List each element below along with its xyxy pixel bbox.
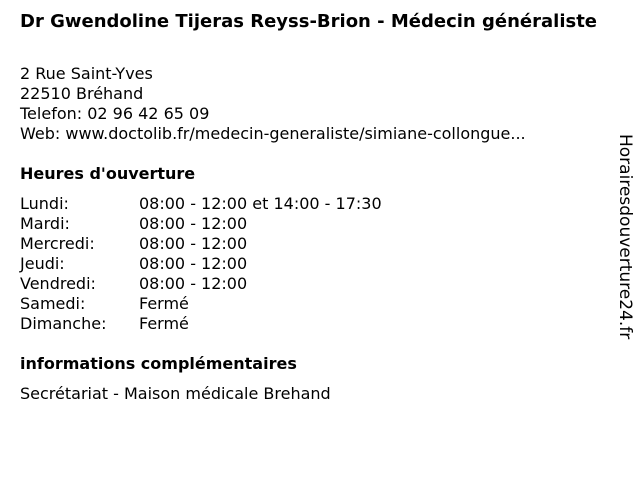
hours-time: 08:00 - 12:00 et 14:00 - 17:30: [139, 194, 382, 213]
hours-time: Fermé: [139, 314, 189, 333]
hours-day: Jeudi:: [20, 254, 65, 273]
hours-day: Mercredi:: [20, 234, 95, 253]
address-city: 22510 Bréhand: [20, 84, 144, 103]
address-street: 2 Rue Saint-Yves: [20, 64, 153, 83]
hours-day: Samedi:: [20, 294, 86, 313]
additional-info-text: Secrétariat - Maison médicale Brehand: [20, 384, 331, 403]
hours-time: 08:00 - 12:00: [139, 274, 248, 293]
phone-number[interactable]: Telefon: 02 96 42 65 09: [20, 104, 210, 123]
site-brand-watermark: Horairesdouverture24.fr: [615, 134, 635, 340]
additional-info-heading: informations complémentaires: [20, 354, 297, 373]
hours-time: 08:00 - 12:00: [139, 254, 248, 273]
hours-time: 08:00 - 12:00: [139, 214, 248, 233]
hours-day: Dimanche:: [20, 314, 107, 333]
hours-day: Vendredi:: [20, 274, 96, 293]
address-block: [20, 64, 526, 144]
hours-day: Mardi:: [20, 214, 70, 233]
page-title: Dr Gwendoline Tijeras Reyss-Brion - Médecin généraliste: [20, 11, 598, 32]
opening-hours-heading: Heures d'ouverture: [20, 164, 196, 183]
website-link[interactable]: Web: www.doctolib.fr/medecin-generaliste/simiane-collongue...: [20, 124, 526, 143]
hours-day: Lundi:: [20, 194, 69, 213]
hours-time: 08:00 - 12:00: [139, 234, 248, 253]
hours-time: Fermé: [139, 294, 189, 313]
